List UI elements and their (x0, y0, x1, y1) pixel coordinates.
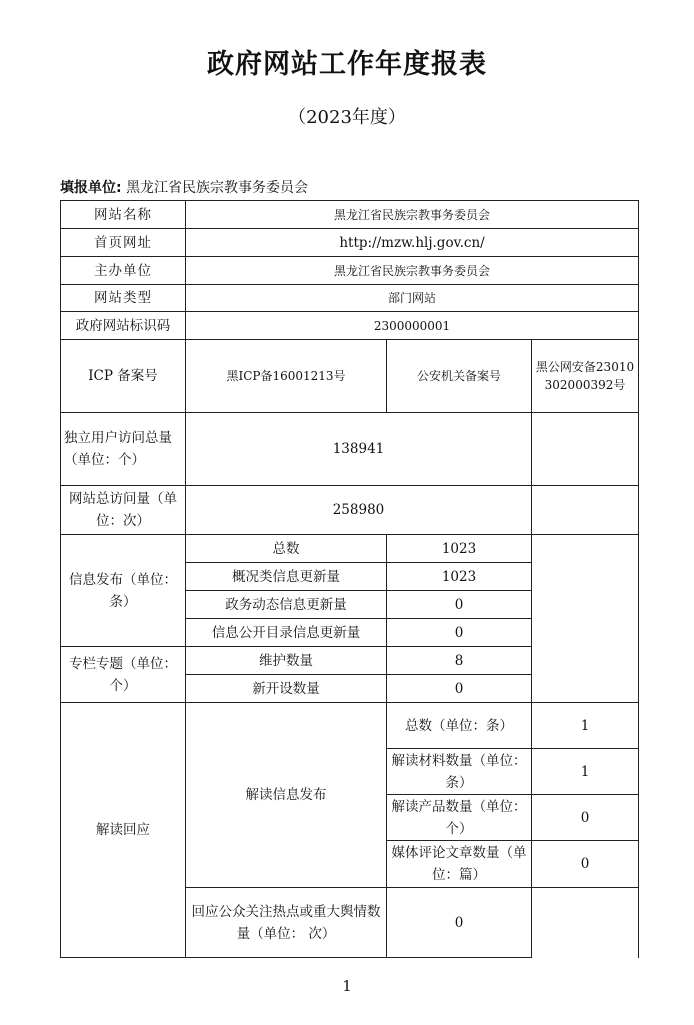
info-row-value: 1023 (387, 535, 532, 563)
sponsor-value: 黑龙江省民族宗教事务委员会 (186, 257, 639, 285)
unique-visitors-label: 独立用户访问总量（单位：个） (61, 413, 186, 486)
interpret-row-label: 总数（单位：条） (387, 703, 532, 749)
icp-label: ICP 备案号 (61, 340, 186, 413)
info-row-label: 概况类信息更新量 (186, 563, 387, 591)
info-row-label: 政务动态信息更新量 (186, 591, 387, 619)
interpret-row-value: 1 (532, 749, 639, 795)
reporting-unit-label: 填报单位: (60, 180, 122, 196)
reporting-unit-value: 黑龙江省民族宗教事务委员会 (126, 180, 309, 196)
response-label: 回应公众关注热点或重大舆情数量（单位： 次） (186, 888, 387, 958)
police-record-label: 公安机关备案号 (387, 340, 532, 413)
page-views-value: 258980 (186, 486, 532, 535)
site-name-label: 网站名称 (61, 201, 186, 229)
info-row-value: 0 (387, 619, 532, 647)
response-value: 0 (387, 888, 532, 958)
column-row-label: 新开设数量 (186, 675, 387, 703)
interpret-row-value: 0 (532, 841, 639, 888)
column-row-label: 维护数量 (186, 647, 387, 675)
homepage-value: http://mzw.hlj.gov.cn/ (186, 229, 639, 257)
info-row-label: 总数 (186, 535, 387, 563)
info-row-value: 0 (387, 591, 532, 619)
report-title: 政府网站工作年度报表 (207, 49, 487, 80)
site-type-label: 网站类型 (61, 285, 186, 312)
column-row-value: 0 (387, 675, 532, 703)
homepage-label: 首页网址 (61, 229, 186, 257)
info-row-label: 信息公开目录信息更新量 (186, 619, 387, 647)
interpret-row-value: 0 (532, 795, 639, 841)
police-record-value: 黑公网安备23010302000392号 (532, 340, 639, 413)
report-year: （2023年度） (288, 107, 406, 128)
info-release-label: 信息发布（单位：条） (61, 535, 186, 647)
site-name-value: 黑龙江省民族宗教事务委员会 (186, 201, 639, 229)
site-id-label: 政府网站标识码 (61, 312, 186, 340)
column-row-value: 8 (387, 647, 532, 675)
site-type-value: 部门网站 (186, 285, 639, 312)
interpret-response-label: 解读回应 (61, 703, 186, 958)
interpret-release-label: 解读信息发布 (186, 703, 387, 888)
interpret-row-label: 解读材料数量（单位：条） (387, 749, 532, 795)
info-row-value: 1023 (387, 563, 532, 591)
report-table (60, 200, 639, 958)
reporting-unit (60, 177, 308, 197)
unique-visitors-value: 138941 (186, 413, 532, 486)
site-id-value: 2300000001 (186, 312, 639, 340)
special-column-label: 专栏专题（单位：个） (61, 647, 186, 703)
interpret-row-label: 解读产品数量（单位：个） (387, 795, 532, 841)
sponsor-label: 主办单位 (61, 257, 186, 285)
interpret-row-label: 媒体评论文章数量（单位：篇） (387, 841, 532, 888)
page-views-label: 网站总访问量（单位：次） (61, 486, 186, 535)
page-number: 1 (342, 977, 352, 995)
icp-value: 黑ICP备16001213号 (186, 340, 387, 413)
interpret-row-value: 1 (532, 703, 639, 749)
